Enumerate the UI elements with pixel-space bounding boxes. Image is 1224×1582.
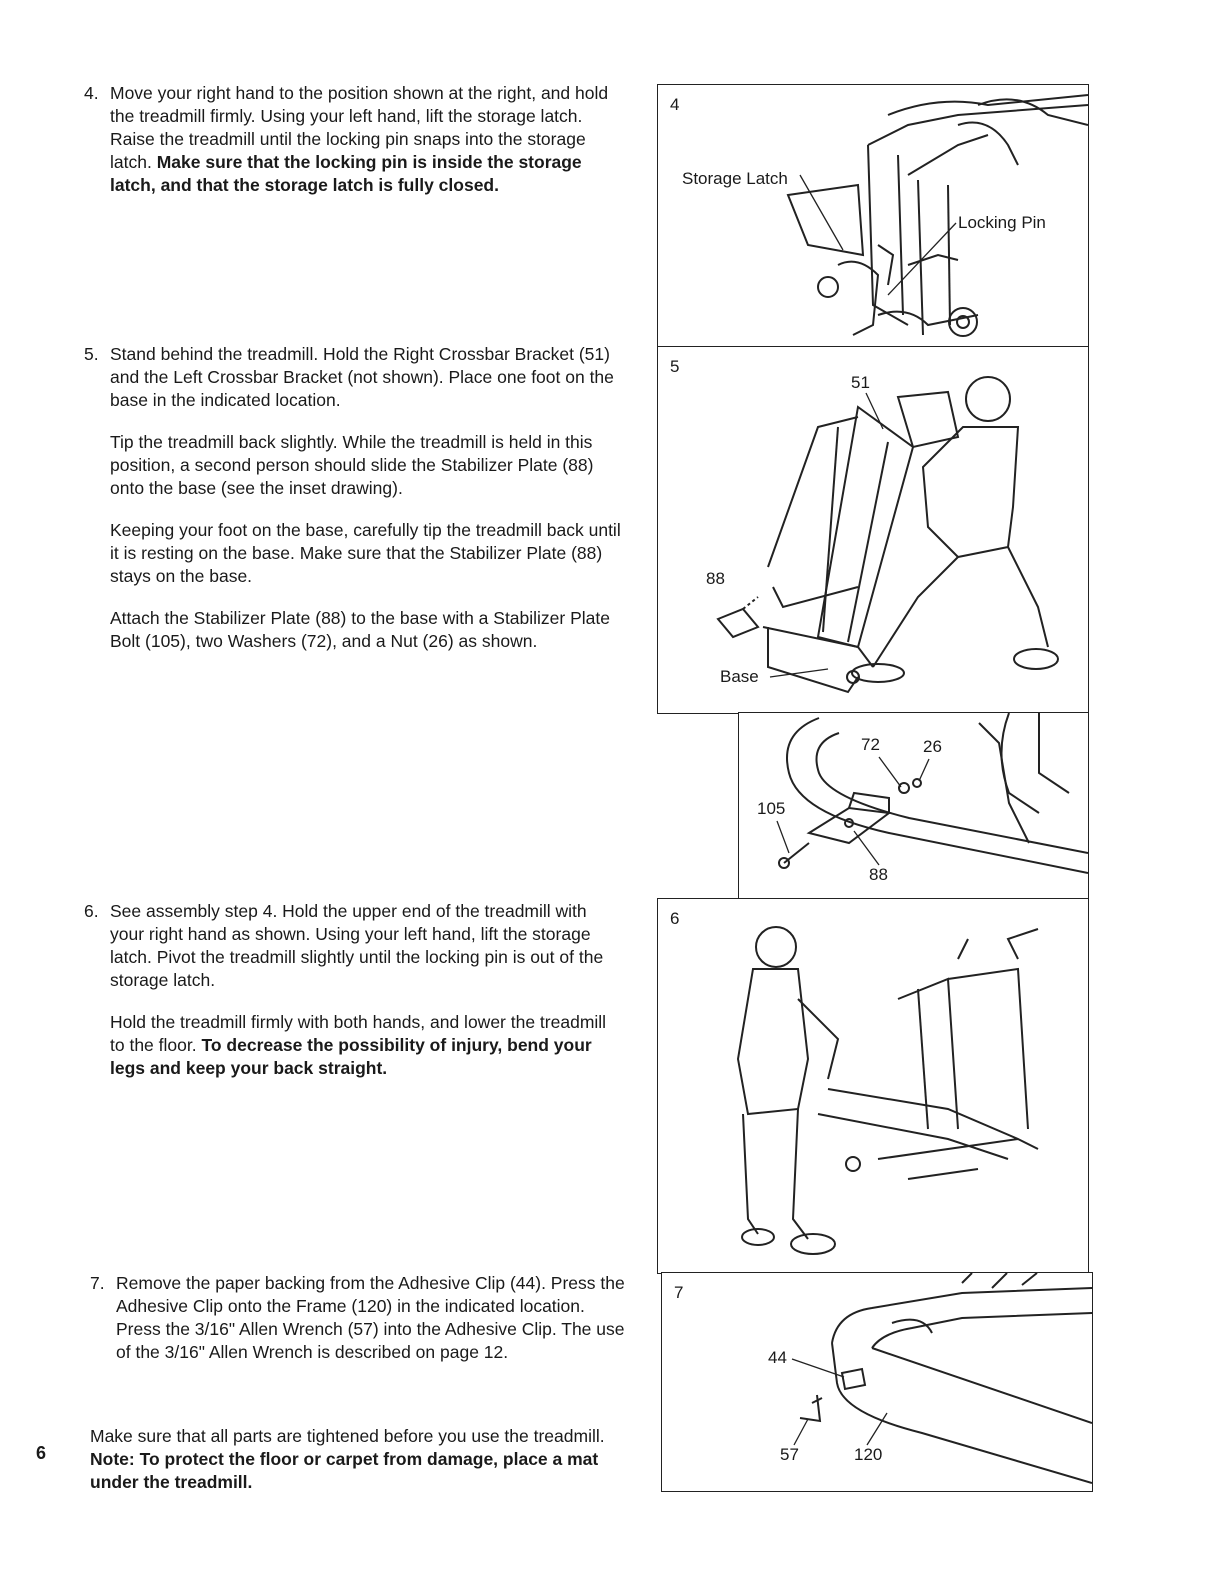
note-text: Note: To protect the floor or carpet from damage, place a mat under the treadmill.	[90, 1449, 599, 1492]
warning-text: To decrease the possibility of injury, bend your legs and keep your back straight.	[110, 1035, 592, 1078]
figure-number: 4	[670, 95, 680, 114]
figure-number: 6	[670, 909, 680, 928]
part-120-label: 120	[854, 1445, 883, 1464]
figure-4	[657, 84, 1089, 348]
figure-6	[657, 898, 1089, 1274]
figure-5	[657, 346, 1089, 714]
part-44-label: 44	[768, 1348, 787, 1367]
step-6	[84, 900, 624, 1080]
figure-number: 7	[674, 1283, 684, 1302]
step-5-paragraph-1: Stand behind the treadmill. Hold the Right Crossbar Bracket (51) and the Left Crossbar Bracket (not shown). Place one foot on the base in the indicated location.	[110, 344, 614, 410]
leader-lines	[662, 1273, 1092, 1491]
step-number: 5.	[84, 344, 99, 364]
base-label: Base	[720, 667, 759, 686]
part-88-label: 88	[869, 865, 888, 884]
part-88-label: 88	[706, 569, 725, 588]
part-26-label: 26	[923, 737, 942, 756]
step-6-paragraph-1: See assembly step 4. Hold the upper end of the treadmill with your right hand as shown. Using your left hand, lift the storage latch. Pivot the treadmill slightly until the locking pin is out of the storage latch.	[110, 901, 604, 990]
leader-lines	[658, 347, 1088, 713]
locking-pin-label: Locking Pin	[958, 213, 1046, 232]
figure-number: 5	[670, 357, 680, 376]
leader-lines	[739, 713, 1088, 899]
storage-latch-label: Storage Latch	[682, 169, 788, 188]
page-number: 6	[36, 1443, 47, 1463]
step-number: 6.	[84, 901, 99, 921]
step-number: 7.	[90, 1273, 105, 1293]
part-57-label: 57	[780, 1445, 799, 1464]
step-number: 4.	[84, 83, 99, 103]
step-5-paragraph-4: Attach the Stabilizer Plate (88) to the base with a Stabilizer Plate Bolt (105), two Washers (72), and a Nut (26) as shown.	[110, 608, 610, 651]
step-5-paragraph-2: Tip the treadmill back slightly. While the treadmill is held in this position, a second person should slide the Stabilizer Plate (88) onto the base (see the inset drawing).	[110, 432, 594, 498]
part-105-label: 105	[757, 799, 786, 818]
closing-note: Make sure that all parts are tightened before you use the treadmill. Note: To protect the floor or carpet from damage, place a mat under the treadmill.	[90, 1426, 605, 1492]
inset-drawing	[738, 712, 1089, 900]
step-5-paragraph-3: Keeping your foot on the base, carefully tip the treadmill back until it is resting on the base. Make sure that the Stabilizer Plate (88) stays on the base.	[110, 520, 621, 586]
step-7-text: Remove the paper backing from the Adhesive Clip (44). Press the Adhesive Clip onto the Frame (120) in the indicated location. Press the 3/16" Allen Wrench (57) into the Adhesive Clip. The use of the 3/16" Allen Wrench is described on page 12.	[116, 1273, 625, 1362]
step-6-paragraph-2: Hold the treadmill firmly with both hands, and lower the treadmill to the floor. To decrease the possibility of injury, bend your legs and keep your back straight.	[110, 1012, 607, 1078]
part-51-label: 51	[851, 373, 870, 392]
figure-7	[661, 1272, 1093, 1492]
warning-text: Make sure that the locking pin is inside the storage latch, and that the storage latch is fully closed.	[110, 152, 582, 195]
step-7	[90, 1272, 630, 1364]
step-4	[84, 82, 624, 197]
part-72-label: 72	[861, 735, 880, 754]
lowering-treadmill-illustration	[658, 899, 1088, 1273]
leader-lines	[658, 85, 1088, 347]
step-5	[84, 343, 624, 653]
step-4-text: Move your right hand to the position shown at the right, and hold the treadmill firmly. Using your left hand, lift the storage latch. Raise the treadmill until the locking pin snaps into the storage latch. Make sure that the locking pin is inside the storage latch, and that the storage latch is fully closed.	[110, 83, 609, 195]
